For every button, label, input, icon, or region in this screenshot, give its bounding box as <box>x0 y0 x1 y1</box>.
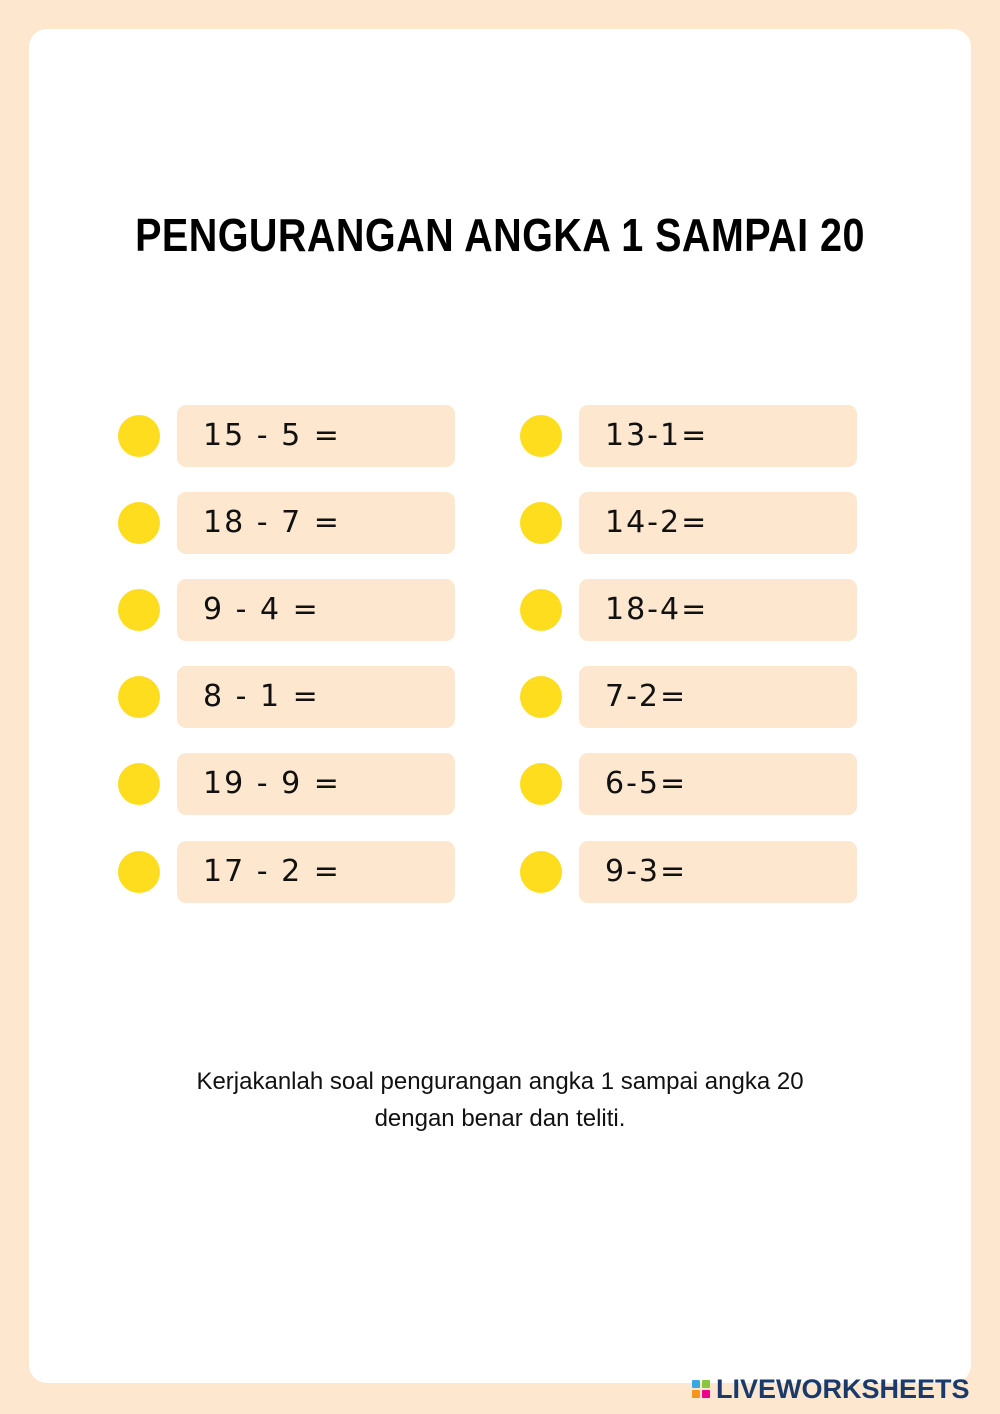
instruction-line-1: Kerjakanlah soal pengurangan angka 1 sampai angka 20 <box>196 1068 804 1095</box>
brand-name: LIVEWORKSHEETS <box>716 1373 970 1404</box>
answer-box[interactable] <box>579 492 857 554</box>
liveworksheets-logo-icon <box>692 1380 710 1398</box>
problem-expression: 13-1= <box>605 418 709 453</box>
bullet-dot-icon <box>520 415 562 457</box>
problem-expression: 17 - 2 = <box>203 854 341 889</box>
instruction-text <box>100 1063 900 1137</box>
problem-expression: 18-4= <box>605 592 709 627</box>
problem-expression: 9-3= <box>605 854 688 889</box>
problem-expression: 15 - 5 = <box>203 418 341 453</box>
answer-box[interactable] <box>579 753 857 815</box>
bullet-dot-icon <box>520 763 562 805</box>
answer-box[interactable] <box>177 666 455 728</box>
bullet-dot-icon <box>118 502 160 544</box>
answer-box[interactable] <box>579 841 857 903</box>
problem-expression: 8 - 1 = <box>203 679 320 714</box>
bullet-dot-icon <box>520 502 562 544</box>
answer-box[interactable] <box>579 405 857 467</box>
problem-expression: 14-2= <box>605 505 709 540</box>
bullet-dot-icon <box>520 589 562 631</box>
problem-expression: 7-2= <box>605 679 688 714</box>
answer-box[interactable] <box>579 666 857 728</box>
worksheet-title: PENGURANGAN ANGKA 1 SAMPAI 20 <box>135 209 865 261</box>
problem-expression: 19 - 9 = <box>203 766 341 801</box>
bullet-dot-icon <box>118 676 160 718</box>
bullet-dot-icon <box>118 415 160 457</box>
bullet-dot-icon <box>520 676 562 718</box>
answer-box[interactable] <box>177 492 455 554</box>
bullet-dot-icon <box>118 763 160 805</box>
answer-box[interactable] <box>177 579 455 641</box>
answer-box[interactable] <box>177 753 455 815</box>
answer-box[interactable] <box>579 579 857 641</box>
bullet-dot-icon <box>118 851 160 893</box>
instruction-line-2: dengan benar dan teliti. <box>374 1105 626 1132</box>
bullet-dot-icon <box>520 851 562 893</box>
problem-expression: 9 - 4 = <box>203 592 320 627</box>
problem-expression: 18 - 7 = <box>203 505 341 540</box>
answer-box[interactable] <box>177 405 455 467</box>
answer-box[interactable] <box>177 841 455 903</box>
liveworksheets-brand[interactable] <box>692 1374 970 1404</box>
bullet-dot-icon <box>118 589 160 631</box>
problem-expression: 6-5= <box>605 766 688 801</box>
